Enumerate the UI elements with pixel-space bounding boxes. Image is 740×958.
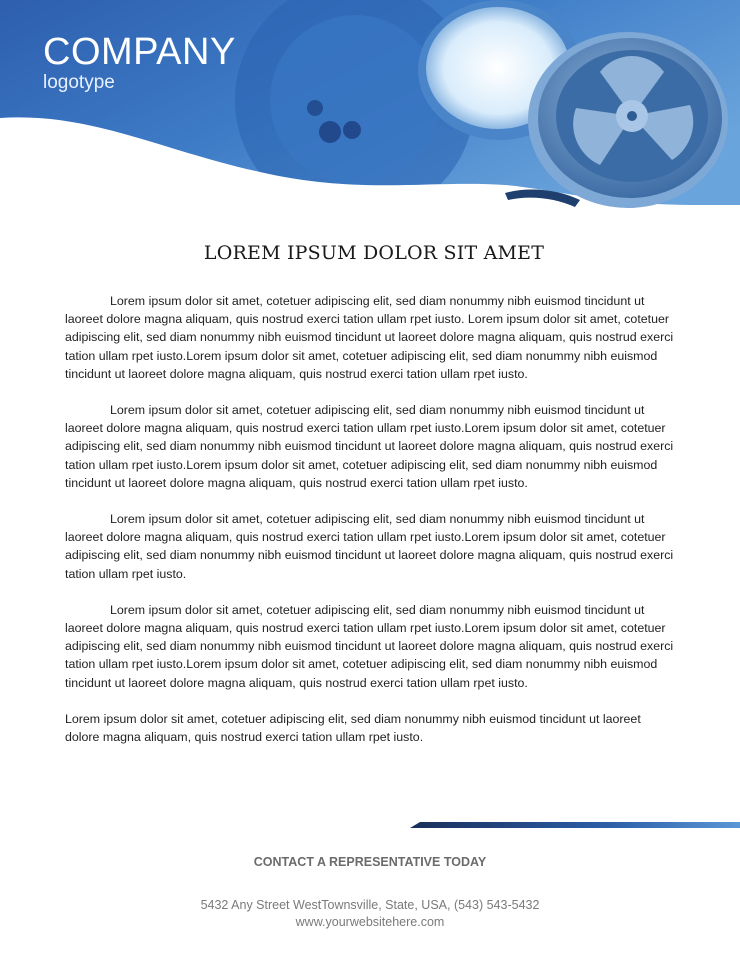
body-paragraph: Lorem ipsum dolor sit amet, cotetuer adipiscing elit, sed diam nonummy nibh euismod tincidunt ut laoreet dolore magna aliquam, quis nostrud exerci tation ullam rpet iusto.Lorem ipsum dolor sit amet, cotetuer adipiscing elit, sed diam nonummy nibh euismod tincidunt ut laoreet dolore magna aliquam, quis nostrud exerci tation ullam rpet iusto.Lorem ipsum dolor sit amet, cotetuer adipiscing elit, sed diam nonummy nibh euismod tincidunt ut laoreet dolore magna aliquam, quis nostrud exerci tation ullam rpet iusto.	[65, 403, 674, 490]
company-logotype: logotype	[43, 72, 115, 93]
company-logo	[43, 30, 236, 94]
body-paragraph: Lorem ipsum dolor sit amet, cotetuer adipiscing elit, sed diam nonummy nibh euismod tincidunt ut laoreet dolore magna aliquam, quis nostrud exerci tation ullam rpet iusto. Lorem ipsum dolor sit amet, cotetuer adipiscing elit, sed diam nonummy nibh euismod tincidunt ut laoreet dolore magna aliquam, quis nostrud exerci tation ullam rpet iusto.Lorem ipsum dolor sit amet, cotetuer adipiscing elit, sed diam nonummy nibh euismod tincidunt ut laoreet dolore magna aliquam, quis nostrud exerci tation ullam rpet iusto.	[65, 294, 674, 381]
footer-accent-bar	[410, 822, 740, 828]
body-paragraph: Lorem ipsum dolor sit amet, cotetuer adipiscing elit, sed diam nonummy nibh euismod tincidunt ut laoreet dolore magna aliquam, quis nostrud exerci tation ullam rpet iusto.Lorem ipsum dolor sit amet, cotetuer adipiscing elit, sed diam nonummy nibh euismod tincidunt ut laoreet dolore magna aliquam, quis nostrud exerci tation ullam rpet iusto.	[65, 512, 674, 581]
body-paragraph: Lorem ipsum dolor sit amet, cotetuer adipiscing elit, sed diam nonummy nibh euismod tincidunt ut laoreet dolore magna aliquam, quis nostrud exerci tation ullam rpet iusto.	[65, 711, 641, 745]
body-paragraph: Lorem ipsum dolor sit amet, cotetuer adipiscing elit, sed diam nonummy nibh euismod tincidunt ut laoreet dolore magna aliquam, quis nostrud exerci tation ullam rpet iusto.Lorem ipsum dolor sit amet, cotetuer adipiscing elit, sed diam nonummy nibh euismod tincidunt ut laoreet dolore magna aliquam, quis nostrud exerci tation ullam rpet iusto.Lorem ipsum dolor sit amet, cotetuer adipiscing elit, sed diam nonummy nibh euismod tincidunt ut laoreet dolore magna aliquam, quis nostrud exerci tation ullam rpet iusto.	[65, 602, 674, 690]
contact-heading: CONTACT A REPRESENTATIVE TODAY	[253, 855, 487, 869]
header-banner	[0, 0, 740, 215]
website-link[interactable]: www.yourwebsitehere.com	[295, 915, 445, 929]
document-title: LOREM IPSUM DOLOR SIT AMET	[203, 242, 545, 264]
company-name: COMPANY	[43, 31, 236, 73]
contact-address: 5432 Any Street WestTownsville, State, USA, (543) 543-5432	[200, 898, 540, 912]
document-body	[65, 292, 677, 764]
